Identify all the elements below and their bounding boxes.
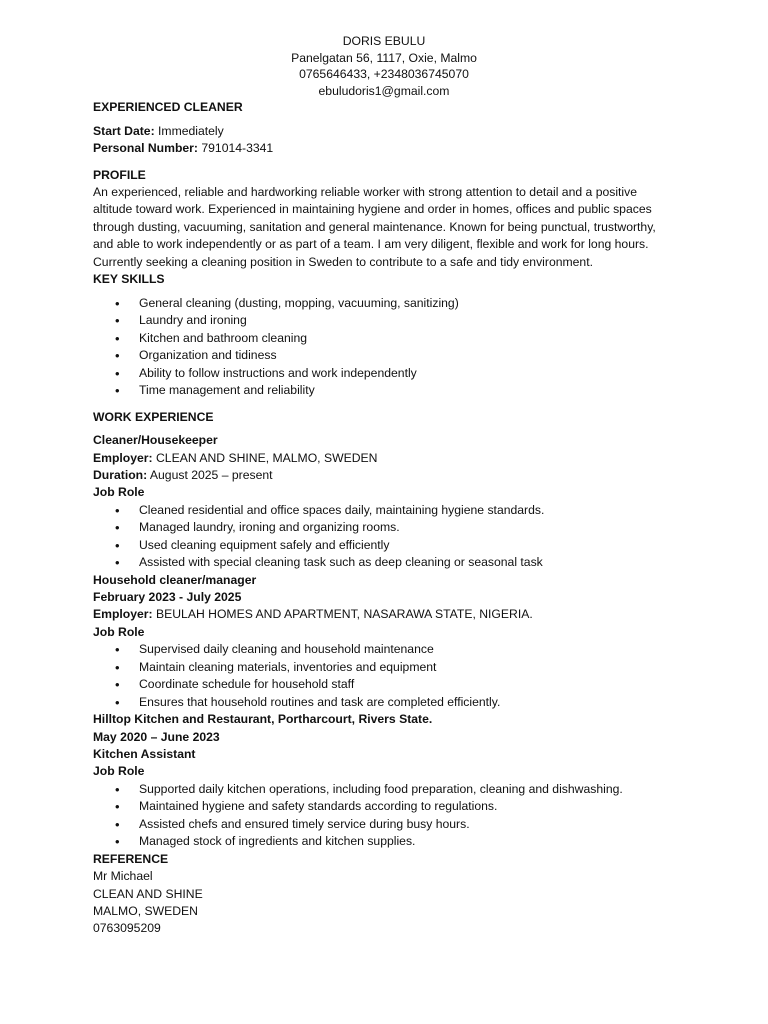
job-role-list: [93, 641, 683, 711]
list-item: • Ensures that household routines and task are completed efficiently.: [93, 694, 683, 712]
job-dates: February 2023 - July 2025: [93, 590, 242, 605]
job-role-heading: Job Role: [93, 764, 145, 779]
list-item: • Ability to follow instructions and work independently: [93, 365, 683, 383]
job-3: [93, 711, 683, 851]
start-date-value: Immediately: [154, 123, 224, 138]
duration-label: Duration:: [93, 467, 148, 482]
list-item: • Supported daily kitchen operations, including food preparation, cleaning and dishwashing.: [93, 781, 683, 799]
job-employer: [93, 606, 683, 623]
profile-text-2: Currently seeking a cleaning position in Sweden to contribute to a safe and tidy environment.: [93, 254, 593, 269]
job-employer: Hilltop Kitchen and Restaurant, Portharcourt, Rivers State.: [93, 712, 433, 727]
key-skills-heading: KEY SKILLS: [93, 272, 165, 287]
job-title: Kitchen Assistant: [93, 747, 196, 762]
employer-label: Employer:: [93, 450, 153, 465]
phone-numbers: 0765646433, +2348036745070: [299, 67, 469, 82]
list-item: • Time management and reliability: [93, 382, 683, 400]
personal-number: [93, 140, 683, 157]
reference-section: [93, 851, 683, 938]
job-role-heading: Job Role: [93, 485, 145, 500]
key-skills-list: [93, 295, 683, 400]
job-dates: May 2020 – June 2023: [93, 729, 220, 744]
job-1: [93, 432, 683, 572]
duration-value: August 2025 – present: [147, 467, 273, 482]
employer-value: CLEAN AND SHINE, MALMO, SWEDEN: [152, 450, 378, 465]
profile-heading: PROFILE: [93, 167, 146, 182]
list-item: • Laundry and ironing: [93, 312, 683, 330]
contact-header: [93, 33, 683, 99]
list-item: • Kitchen and bathroom cleaning: [93, 330, 683, 348]
list-item: • Organization and tidiness: [93, 347, 683, 365]
list-item: • Used cleaning equipment safely and efficiently: [93, 537, 683, 555]
resume-title: EXPERIENCED CLEANER: [93, 100, 243, 115]
job-2: [93, 572, 683, 712]
personal-number-value: 791014-3341: [197, 141, 274, 156]
job-duration: [93, 467, 683, 484]
list-item: • Coordinate schedule for household staff: [93, 676, 683, 694]
start-date-label: Start Date:: [93, 123, 155, 138]
list-item: • Managed stock of ingredients and kitchen supplies.: [93, 833, 683, 851]
email: ebuludoris1@gmail.com: [318, 83, 450, 98]
list-item: • Maintained hygiene and safety standards according to regulations.: [93, 798, 683, 816]
list-item: • Supervised daily cleaning and household maintenance: [93, 641, 683, 659]
work-experience-heading: WORK EXPERIENCE: [93, 409, 214, 424]
list-item: • Assisted with special cleaning task such as deep cleaning or seasonal task: [93, 554, 683, 572]
job-employer: [93, 450, 683, 467]
reference-heading: REFERENCE: [93, 851, 169, 866]
personal-number-label: Personal Number:: [93, 141, 198, 156]
job-role-list: [93, 502, 683, 572]
list-item: • Managed laundry, ironing and organizing rooms.: [93, 519, 683, 537]
profile-text: An experienced, reliable and hardworking reliable worker with strong attention to detail and a positive altitude toward work. Experienced in maintaining hygiene and order in homes, offices and public spaces through dusting, vacuuming, sanitation and general maintenance. Known for being punctual, trustworthy, and able to work independently or as part of a team. I am very diligent, flexible and work for long hours.: [93, 184, 656, 252]
reference-name: Mr Michael: [93, 869, 153, 884]
list-item: • Assisted chefs and ensured timely service during busy hours.: [93, 816, 683, 834]
list-item: • Maintain cleaning materials, inventories and equipment: [93, 659, 683, 677]
resume-page: [93, 33, 683, 938]
start-date: [93, 123, 683, 140]
job-role-heading: Job Role: [93, 624, 145, 639]
list-item: • Cleaned residential and office spaces daily, maintaining hygiene standards.: [93, 502, 683, 520]
reference-phone: 0763095209: [93, 921, 161, 936]
reference-company: CLEAN AND SHINE: [93, 886, 203, 901]
job-title: Cleaner/Housekeeper: [93, 433, 218, 448]
reference-location: MALMO, SWEDEN: [93, 903, 198, 918]
employer-value: BEULAH HOMES AND APARTMENT, NASARAWA STATE, NIGERIA.: [152, 607, 533, 622]
job-title: Household cleaner/manager: [93, 572, 257, 587]
list-item: • General cleaning (dusting, mopping, vacuuming, sanitizing): [93, 295, 683, 313]
job-role-list: [93, 781, 683, 851]
applicant-name: DORIS EBULU: [342, 34, 426, 48]
employer-label: Employer:: [93, 607, 153, 622]
address: Panelgatan 56, 1117, Oxie, Malmo: [291, 50, 477, 65]
